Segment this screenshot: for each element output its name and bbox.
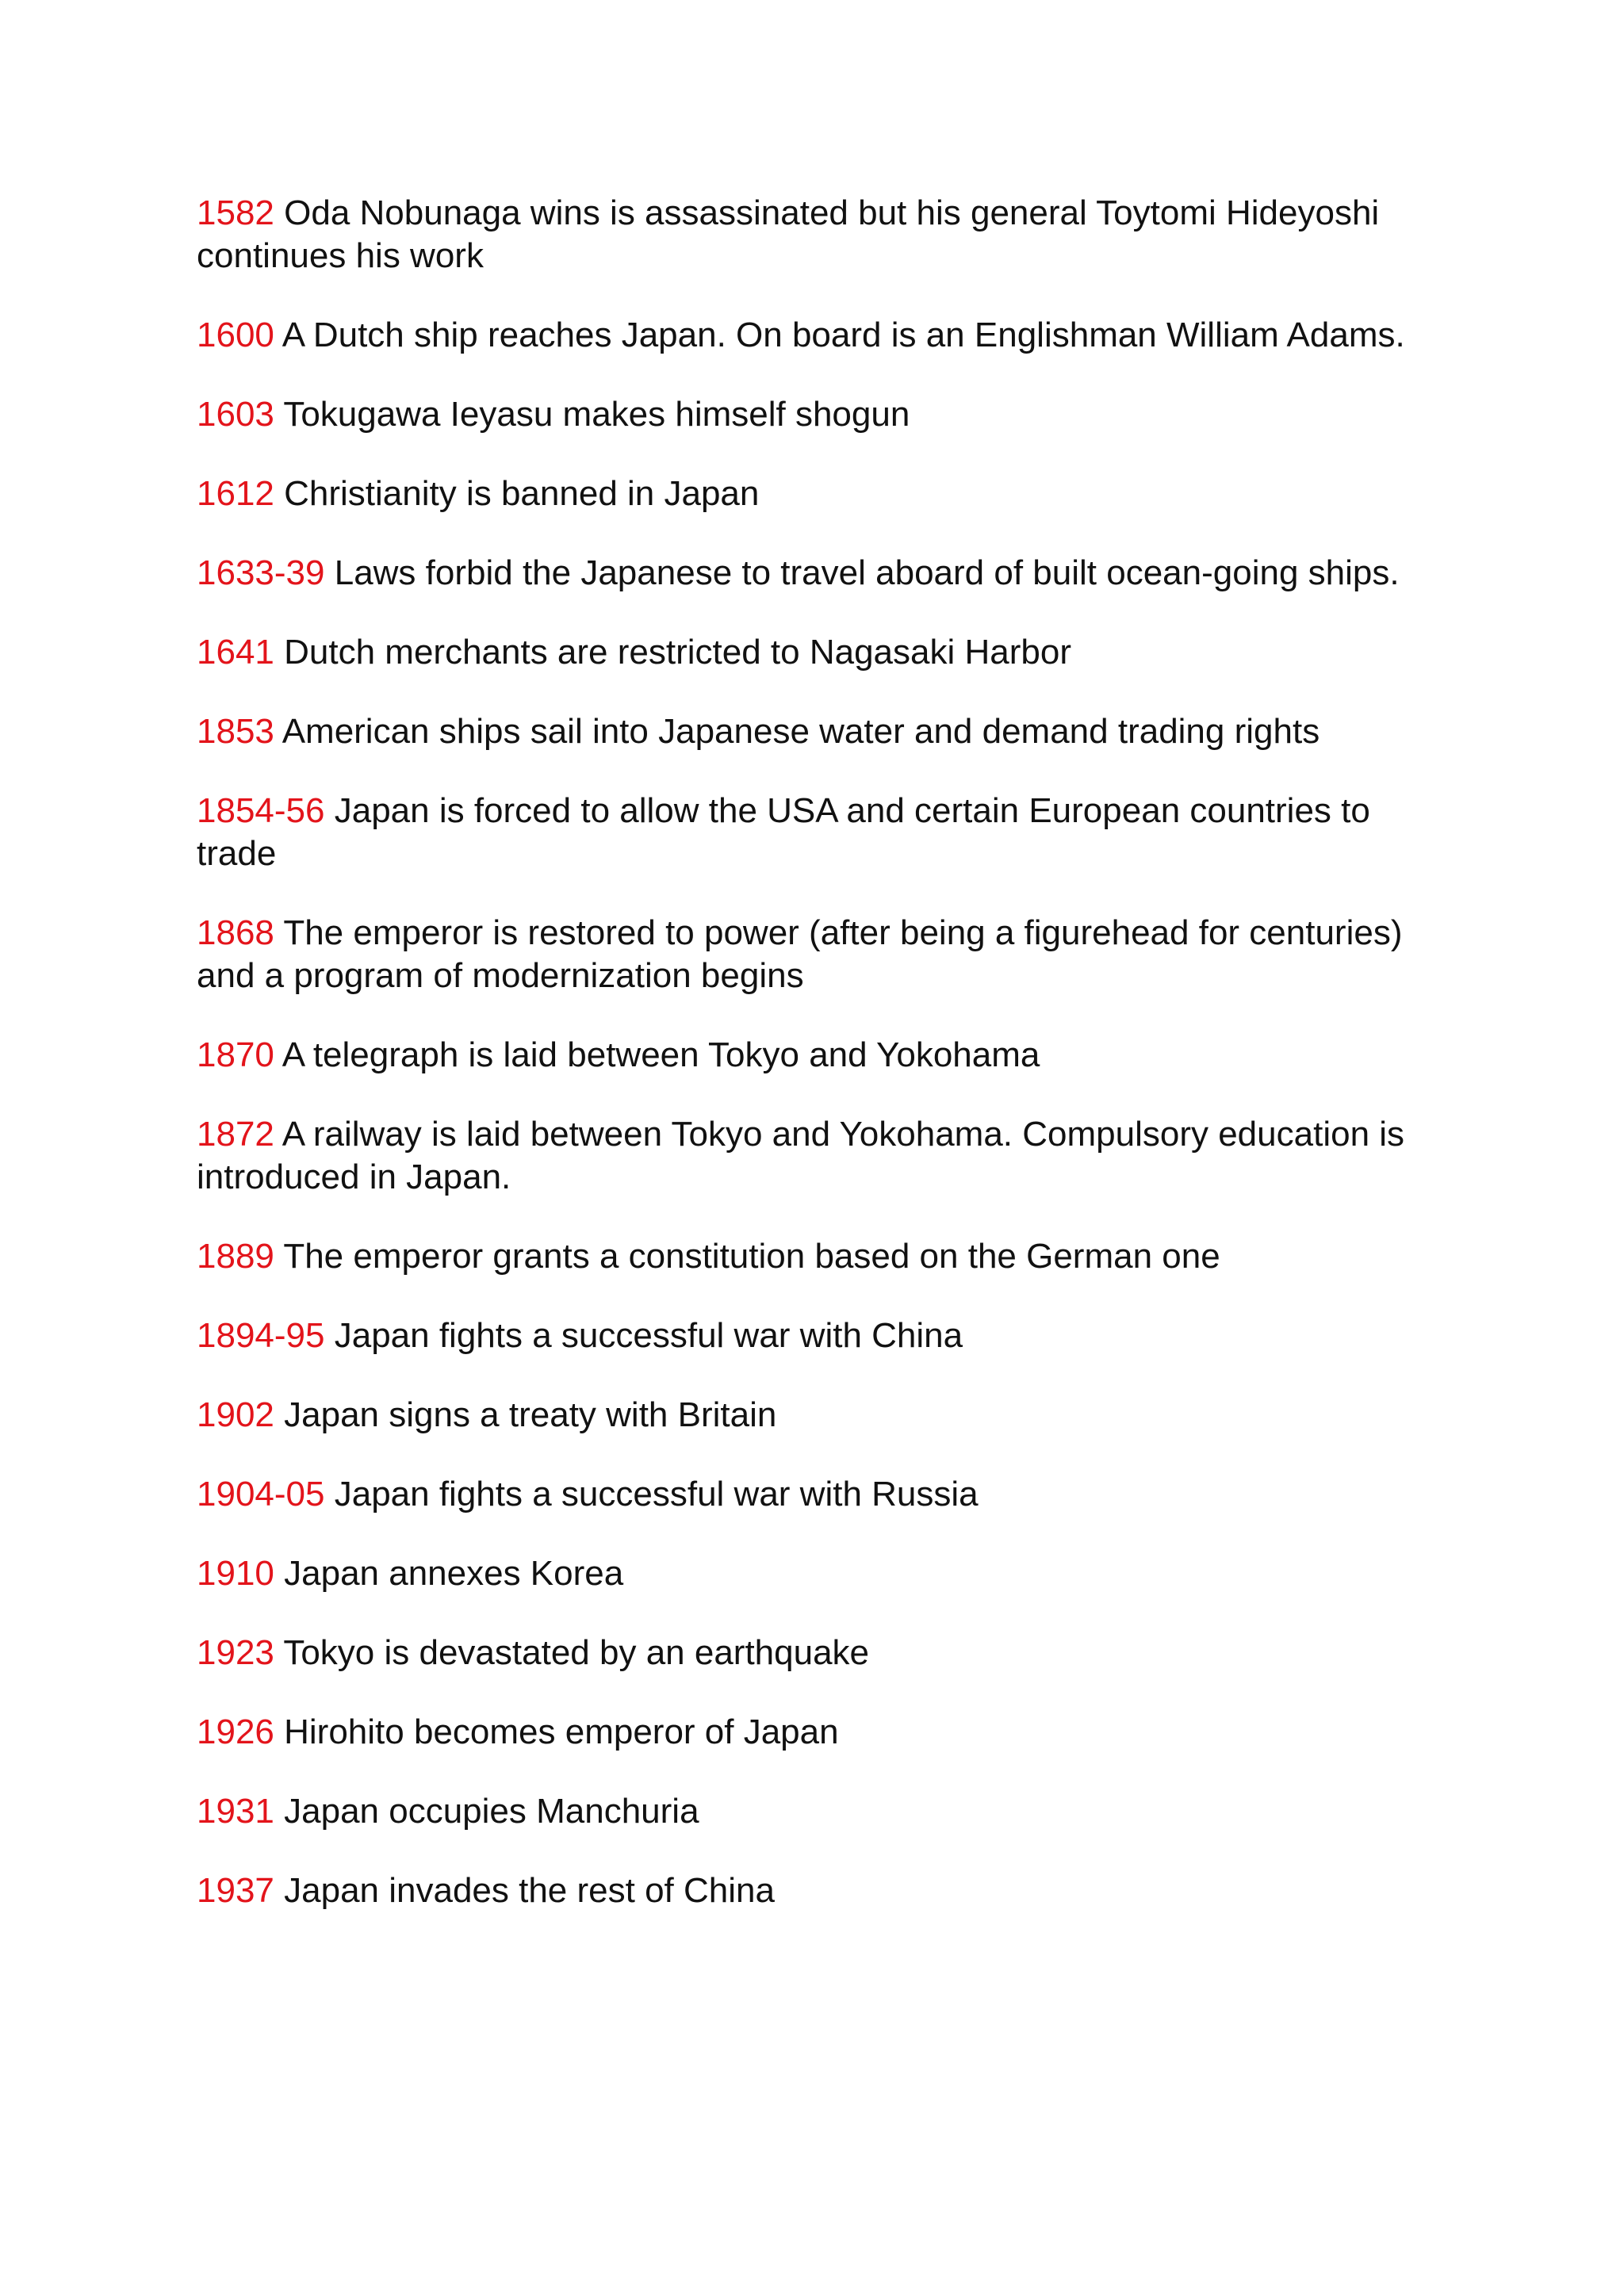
entry-text: The emperor grants a constitution based on the German one bbox=[283, 1237, 1220, 1276]
entry-text: Dutch merchants are restricted to Nagasaki Harbor bbox=[284, 633, 1071, 672]
timeline-entry bbox=[197, 1552, 1434, 1595]
entry-year: 1889 bbox=[197, 1237, 274, 1276]
entry-year: 1902 bbox=[197, 1395, 274, 1434]
timeline-entry bbox=[197, 1711, 1434, 1754]
entry-text: Hirohito becomes emperor of Japan bbox=[284, 1712, 839, 1751]
timeline-entry bbox=[197, 1113, 1434, 1199]
entry-text: Oda Nobunaga wins is assassinated but his general Toytomi Hideyoshi continues his work bbox=[197, 193, 1380, 275]
entry-year: 1641 bbox=[197, 633, 274, 672]
timeline-entry bbox=[197, 192, 1434, 277]
entry-year: 1868 bbox=[197, 913, 274, 952]
timeline-entry bbox=[197, 1314, 1434, 1357]
entry-year: 1872 bbox=[197, 1115, 274, 1154]
timeline-list bbox=[197, 192, 1434, 1949]
timeline-entry bbox=[197, 1632, 1434, 1674]
timeline-entry bbox=[197, 790, 1434, 875]
entry-year: 1937 bbox=[197, 1871, 274, 1910]
entry-year: 1633-39 bbox=[197, 553, 325, 592]
entry-year: 1612 bbox=[197, 474, 274, 513]
entry-text: The emperor is restored to power (after being a figurehead for centuries) and a program of modernization begins bbox=[197, 913, 1403, 995]
entry-text: A railway is laid between Tokyo and Yokohama. Compulsory education is introduced in Japan. bbox=[197, 1115, 1405, 1196]
entry-year: 1854-56 bbox=[197, 791, 325, 830]
timeline-entry bbox=[197, 552, 1434, 595]
entry-year: 1904-05 bbox=[197, 1475, 325, 1513]
entry-year: 1894-95 bbox=[197, 1316, 325, 1355]
entry-text: Laws forbid the Japanese to travel aboard of built ocean-going ships. bbox=[334, 553, 1400, 592]
entry-year: 1910 bbox=[197, 1554, 274, 1593]
entry-year: 1853 bbox=[197, 712, 274, 751]
entry-year: 1923 bbox=[197, 1633, 274, 1672]
timeline-entry bbox=[197, 314, 1434, 357]
entry-text: Japan signs a treaty with Britain bbox=[284, 1395, 777, 1434]
timeline-entry bbox=[197, 1034, 1434, 1077]
timeline-entry bbox=[197, 473, 1434, 515]
entry-year: 1603 bbox=[197, 395, 274, 434]
timeline-entry bbox=[197, 1235, 1434, 1278]
entry-year: 1600 bbox=[197, 316, 274, 354]
timeline-entry bbox=[197, 1790, 1434, 1833]
entry-text: Japan occupies Manchuria bbox=[284, 1792, 699, 1831]
timeline-entry bbox=[197, 631, 1434, 674]
timeline-entry bbox=[197, 1869, 1434, 1912]
entry-text: Japan fights a successful war with China bbox=[334, 1316, 963, 1355]
entry-text: A telegraph is laid between Tokyo and Yokohama bbox=[282, 1035, 1040, 1074]
entry-year: 1582 bbox=[197, 193, 274, 232]
entry-text: Japan invades the rest of China bbox=[284, 1871, 775, 1910]
entry-text: Japan fights a successful war with Russia bbox=[334, 1475, 979, 1513]
entry-year: 1926 bbox=[197, 1712, 274, 1751]
timeline-entry bbox=[197, 710, 1434, 753]
entry-text: Tokyo is devastated by an earthquake bbox=[283, 1633, 870, 1672]
entry-year: 1870 bbox=[197, 1035, 274, 1074]
timeline-entry bbox=[197, 393, 1434, 436]
entry-text: Japan annexes Korea bbox=[284, 1554, 624, 1593]
entry-text: A Dutch ship reaches Japan. On board is an Englishman William Adams. bbox=[282, 316, 1405, 354]
timeline-entry bbox=[197, 1394, 1434, 1437]
entry-text: Japan is forced to allow the USA and certain European countries to trade bbox=[197, 791, 1370, 873]
entry-text: Christianity is banned in Japan bbox=[284, 474, 760, 513]
entry-text: Tokugawa Ieyasu makes himself shogun bbox=[283, 395, 910, 434]
entry-year: 1931 bbox=[197, 1792, 274, 1831]
timeline-entry bbox=[197, 912, 1434, 997]
timeline-entry bbox=[197, 1473, 1434, 1516]
entry-text: American ships sail into Japanese water and demand trading rights bbox=[282, 712, 1320, 751]
